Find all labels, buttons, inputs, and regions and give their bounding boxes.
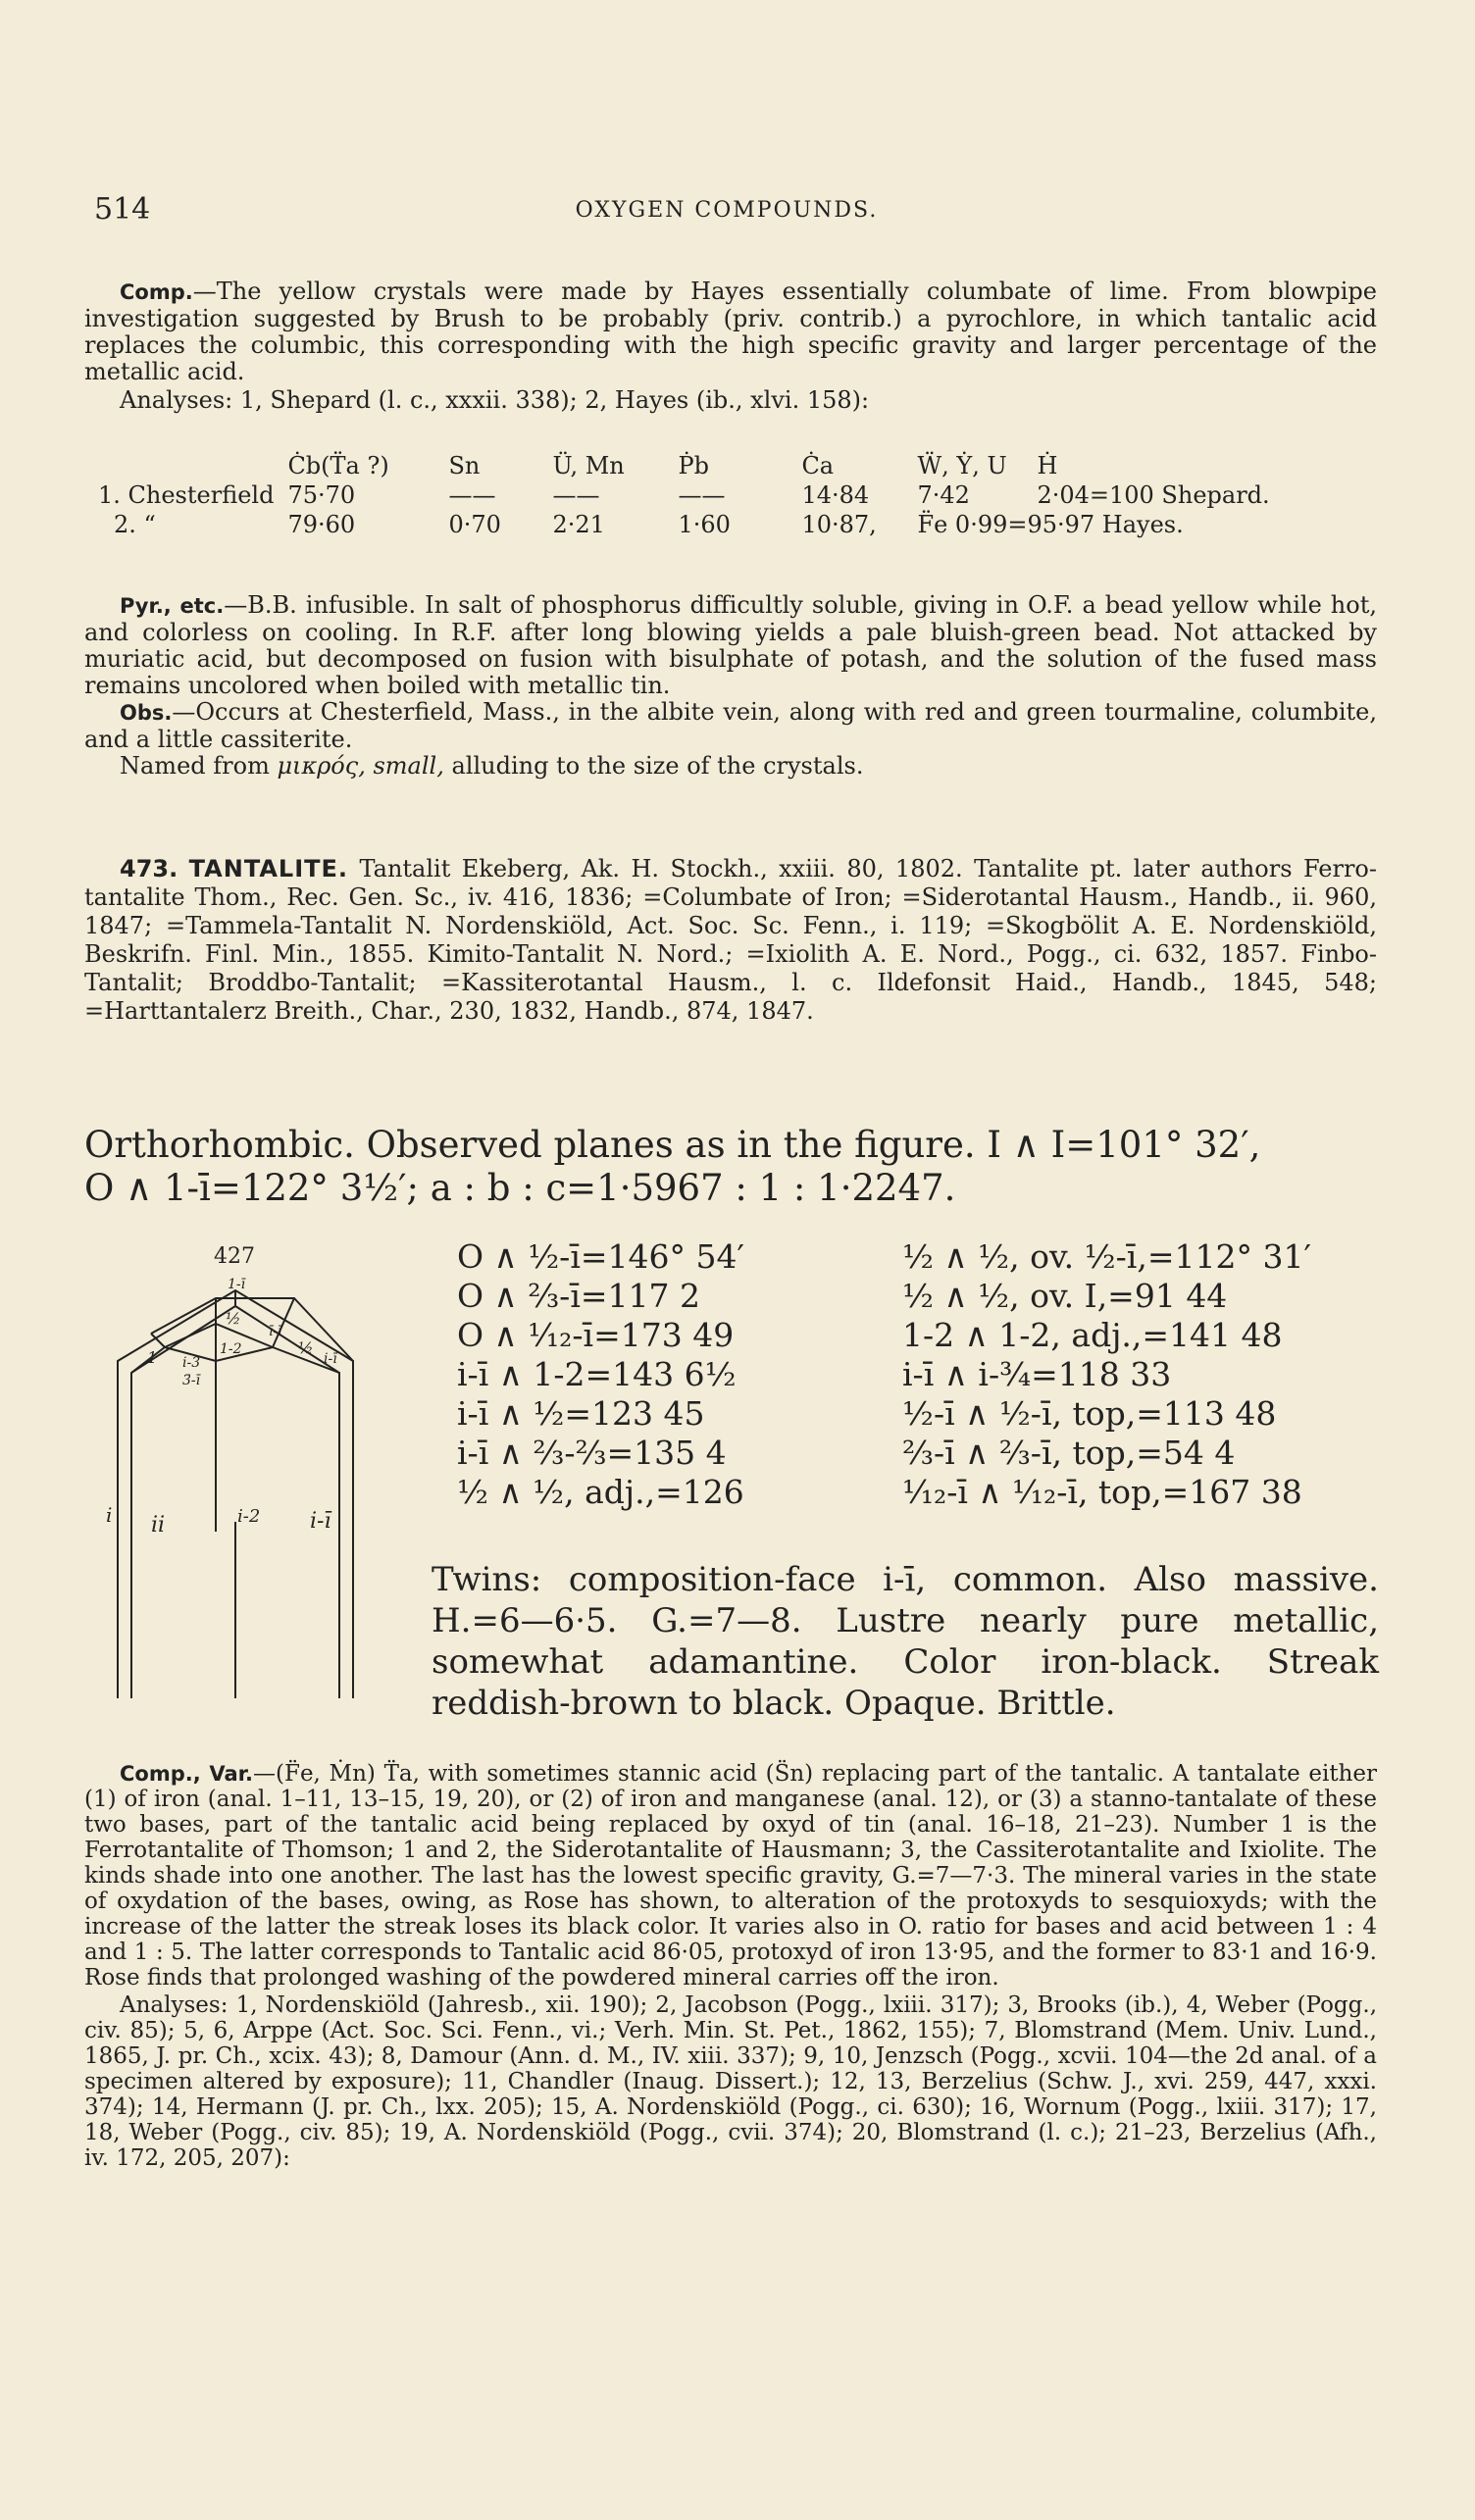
face-label: i-3 <box>182 1355 201 1371</box>
angle-row: ½ ∧ ½, ov. I,=91 44 <box>902 1277 1228 1315</box>
table-cell: F̈e 0·99=95·97 Hayes. <box>917 511 1184 538</box>
angle-row: O ∧ ⅔-ī=117 2 <box>457 1277 700 1315</box>
comp-label: Comp. <box>120 280 193 304</box>
angle-row: i-ī ∧ i-¾=118 33 <box>902 1355 1172 1393</box>
analyses-intro: Analyses: 1, Shepard (l. c., xxxii. 338); 2, Hayes (ib., xlvi. 158): <box>120 386 870 414</box>
angle-row: O ∧ ¹⁄₁₂-ī=173 49 <box>457 1316 735 1354</box>
face-label: 1-ī <box>228 1277 246 1292</box>
angles-left <box>457 1237 744 1512</box>
analyses-list: Analyses: 1, Nordenskiöld (Jahresb., xii. 190); 2, Jacobson (Pogg., lxiii. 317); 3, Brooks (ib.), 4, Weber (Pogg., civ. 85); 5, 6, Arppe (Act. Soc. Sci. Fenn., vi.; Verh. Min. St. Pet., 1862, 155); 7, Blomstrand (Mem. Univ. Lund., 1865, J. pr. Ch., xcix. 43); 8, Damour (Ann. d. M., IV. xiii. 337); 9, 10, Jenzsch (Pogg., xcvii. 104—the 2d anal. of a specimen altered by exposure); 11, Chandler (Inaug. Dissert.); 12, 13, Berzelius (Schw. J., xvi. 259, 447, xxxi. 374); 14, Hermann (J. pr. Ch., lxx. 205); 15, A. Nordenskiöld (Pogg., ci. 630); 16, Wornum (Pogg., lxiii. 317); 17, 18, Weber (Pogg., civ. 85); 19, A. Nordenskiöld (Pogg., cvii. 374); 20, Blomstrand (l. c.); 21–23, Berzelius (Afh., iv. 172, 205, 207): <box>84 1992 1377 2171</box>
angle-row: 1-2 ∧ 1-2, adj.,=141 48 <box>902 1316 1283 1354</box>
table-cell: —— <box>448 481 496 509</box>
col-header: Ü, Mn <box>552 452 625 479</box>
angle-row: ½-ī ∧ ½-ī, top,=113 48 <box>902 1394 1277 1433</box>
table-cell: 1. Chesterfield <box>98 481 275 509</box>
face-label: i <box>106 1503 113 1527</box>
angle-row: O ∧ ½-ī=146° 54′ <box>457 1237 744 1276</box>
comp-paragraph <box>84 278 1377 414</box>
running-title: OXYGEN COMPOUNDS. <box>575 198 879 223</box>
synonymy: Tantalit Ekeberg, Ak. H. Stockh., xxiii. 80, 1802. Tantalite pt. later authors Ferro-tantalite Thom., Rec. Gen. Sc., iv. 416, 1836; =Columbate of Iron; =Siderotantal Hausm., Handb., ii. 960, 1847; =Tammela-Tantalit N. Nordenskiöld, Act. Soc. Sc. Fenn., i. 119; =Skogbölit A. E. Nordenskiöld, Beskrifn. Finl. Min., 1855. Kimito-Tantalit N. Nord.; =Ixiolith A. E. Nord., Pogg., ci. 632, 1857. Finbo-Tantalit; Broddbo-Tantalit; =Kassiterotantal Hausm., l. c. Ildefonsit Haid., Handb., 1845, 548; =Harttantalerz Breith., Char., 230, 1832, Handb., 874, 1847. <box>84 855 1377 1025</box>
crystal-line-1: Orthorhombic. Observed planes as in the figure. I ∧ I=101° 32′, <box>84 1124 1261 1166</box>
table-header-row <box>98 451 1284 480</box>
angles-right <box>902 1237 1311 1512</box>
figure-number: 427 <box>214 1244 255 1269</box>
face-label: 1-2 <box>220 1341 242 1357</box>
pyr-text: —B.B. infusible. In salt of phosphorus difficultly soluble, giving in O.F. a bead yellow while hot, and colorless on cooling. In R.F. after long blowing yields a pale bluish-green bead. Not attacked by muriatic acid, but decomposed on fusion with bisulphate of potash, and the solution of the fused mass remains uncolored when boiled with metallic tin. <box>84 591 1377 699</box>
angle-row: ½ ∧ ½, ov. ½-ī,=112° 31′ <box>902 1237 1311 1276</box>
col-header: Sn <box>448 452 481 479</box>
face-label: ii <box>151 1513 166 1537</box>
table-cell: 2. “ <box>114 511 156 538</box>
col-header: Ẅ, Ẏ, U <box>917 452 1007 479</box>
analyses-table <box>98 451 1284 539</box>
face-label: 1 <box>147 1348 158 1367</box>
obs-text: —Occurs at Chesterfield, Mass., in the albite vein, along with red and green tourmaline, columbite, and a little cassiterite. <box>84 698 1377 753</box>
table-cell: 79·60 <box>287 511 356 538</box>
angle-row: ½ ∧ ½, adj.,=126 <box>457 1473 744 1511</box>
col-header: Ċa <box>801 452 835 479</box>
comp-var-label: Comp., Var. <box>120 1762 254 1786</box>
angle-row: i-ī ∧ 1-2=143 6½ <box>457 1355 737 1393</box>
face-label: 3̄-ī <box>182 1373 201 1388</box>
species-number: 473. <box>120 855 178 882</box>
table-cell: 2·21 <box>552 511 605 538</box>
face-label: ī-ī <box>269 1324 282 1339</box>
table-row <box>98 510 1284 539</box>
col-header: Ṗb <box>678 452 709 479</box>
obs-label: Obs. <box>120 701 173 725</box>
face-label: ½ <box>298 1338 314 1357</box>
crystal-line-2: O ∧ 1-ī=122° 3½′; a : b : c=1·5967 : 1 : 1·2247. <box>84 1167 956 1209</box>
angle-row: ⅔-ī ∧ ⅔-ī, top,=54 4 <box>902 1434 1236 1472</box>
angle-row: i-ī ∧ ⅔-⅔=135 4 <box>457 1434 727 1472</box>
face-label: ½ <box>226 1309 241 1328</box>
face-label: i-ī <box>310 1509 331 1534</box>
crystal-description <box>84 1124 1379 1210</box>
comp-text: —The yellow crystals were made by Hayes essentially columbate of lime. From blowpipe investigation suggested by Brush to be probably (priv. contrib.) a pyrochlore, in which tantalic acid replaces the columbic, this corresponding with the high specific gravity and larger percentage of the metallic acid. <box>84 277 1377 385</box>
physical-properties: Twins: composition-face i-ī, common. Also massive. H.=6—6·5. G.=7—8. Lustre nearly pure metallic, somewhat adamantine. Color iron-black. Streak reddish-brown to black. Opaque. Brittle. <box>432 1560 1379 1723</box>
crystal-figure <box>88 1237 402 1728</box>
table-cell: 1·60 <box>678 511 731 538</box>
comp-var-section <box>84 1761 1377 2171</box>
species-name: TANTALITE. <box>188 855 349 882</box>
col-header: Ḣ <box>1037 452 1058 479</box>
angle-row: i-ī ∧ ½=123 45 <box>457 1394 705 1433</box>
angle-row: ¹⁄₁₂-ī ∧ ¹⁄₁₂-ī, top,=167 38 <box>902 1473 1302 1511</box>
table-cell: 10·87, <box>801 511 877 538</box>
col-header: Ċb(T̈a ?) <box>287 452 389 479</box>
table-cell: 7·42 <box>917 481 970 509</box>
page-number: 514 <box>94 192 151 227</box>
table-cell: 14·84 <box>801 481 870 509</box>
comp-var-text: —(F̈e, Ṁn) T̈a, with sometimes stannic acid (S̈n) replacing part of the tantalic. A tantalate either (1) of iron (anal. 1–11, 13–15, 19, 20), or (2) of iron and manganese (anal. 12), or (3) a stanno-tantalate of these two bases, part of the tantalic acid being replaced by oxyd of tin (anal. 16–18, 21–23). Number 1 is the Ferrotantalite of Thomson; 1 and 2, the Siderotantalite of Hausmann; 3, the Cassiterotantalite and Ixiolite. The kinds shade into one another. The last has the lowest specific gravity, G.=7—7·3. The mineral varies in the state of oxydation of the bases, owing, as Rose has shown, to alteration of the protoxyds to sesquioxyds; with the increase of the latter the streak loses its black color. It varies also in O. ratio for bases and acid between 1 : 4 and 1 : 5. The latter corresponds to Tantalic acid 86·05, protoxyd of iron 13·95, and the former to 83·1 and 16·9. Rose finds that prolonged washing of the powdered mineral carries off the iron. <box>84 1761 1378 1991</box>
pyr-label: Pyr., etc. <box>120 594 225 618</box>
table-cell: 2·04=100 Shepard. <box>1037 481 1270 509</box>
pyr-obs-section <box>84 592 1377 780</box>
named-prefix: Named from <box>120 752 278 780</box>
table-cell: 0·70 <box>448 511 501 538</box>
face-label: i-2 <box>237 1506 261 1527</box>
table-row <box>98 480 1284 510</box>
named-greek: μικρός, small, <box>277 752 444 780</box>
table-cell: —— <box>552 481 600 509</box>
table-cell: —— <box>678 481 726 509</box>
named-suffix: alluding to the size of the crystals. <box>443 752 864 780</box>
face-label: i-ī <box>324 1351 337 1367</box>
table-cell: 75·70 <box>287 481 356 509</box>
page-header <box>94 192 1359 231</box>
tantalite-entry <box>84 855 1377 1026</box>
